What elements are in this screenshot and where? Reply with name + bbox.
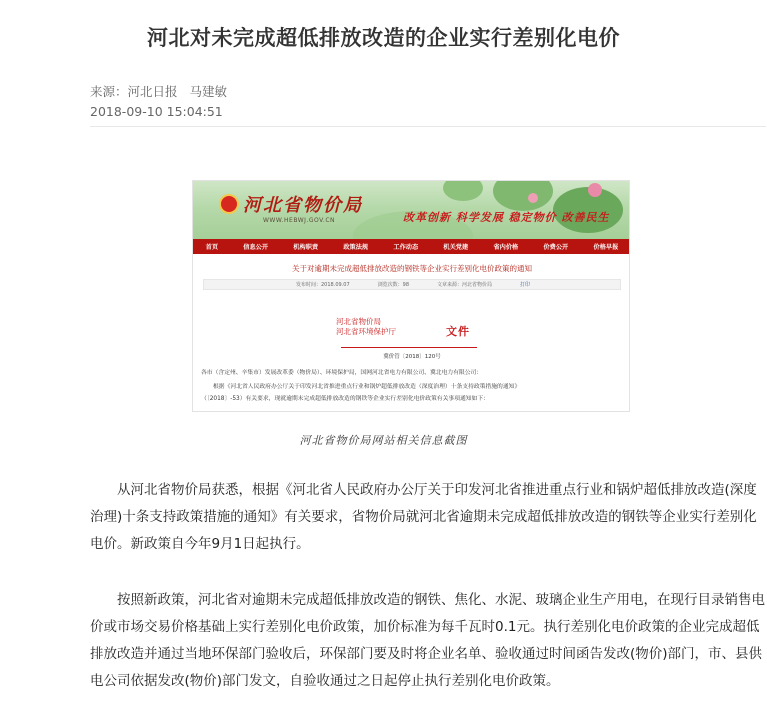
notice-body-line: 根据《河北省人民政府办公厅关于印发河北省推进重点行业和锅炉超低排放改造（深度治理）十条支持政策措施的通知》 xyxy=(213,384,521,390)
nav-item: 省内价格 xyxy=(493,244,519,251)
site-url: WWW.HEBWJ.GOV.CN xyxy=(263,217,336,224)
article-paragraph: 按照新政策，河北省对逾期未完成超低排放改造的钢铁、焦化、水泥、玻璃企业生产用电，在现行目录销售电价或市场交易价格基础上实行差别化电价政策，加价标准为每千瓦时0.1元。执行差别化电价政策的企业完成超低排放改造并通过当地环保部门验收后，环保部门要及时将企业名单、验收通过时间函告发改(物价)部门，市、县供电公司依据发改(物价)部门发文，自验收通过之日起停止执行差别化电价政策。 xyxy=(90,592,765,689)
article-paragraph: 从河北省物价局获悉，根据《河北省人民政府办公厅关于印发河北省推进重点行业和锅炉超低排放改造(深度治理)十条支持政策措施的通知》有关要求，省物价局就河北省逾期未完成超低排放改造的钢铁等企业实行差别化电价。新政策自今年9月1日起执行。 xyxy=(90,482,757,552)
nav-item: 价格早报 xyxy=(593,244,619,251)
lotus-leaf-icon xyxy=(443,181,483,201)
nav-item: 首页 xyxy=(205,244,219,251)
notice-origin: 文章来源：河北省物价局 xyxy=(437,282,493,288)
publish-time: 发布时间：2018.09.07 xyxy=(296,282,350,288)
lotus-flower-icon xyxy=(588,183,602,197)
nav-item: 机关党建 xyxy=(443,244,469,251)
article-source-line xyxy=(90,82,227,100)
issuer-price-bureau: 河北省物价局 xyxy=(336,317,381,326)
nav-item: 价费公开 xyxy=(543,244,569,251)
header-divider xyxy=(90,126,766,127)
nav-item: 政策法规 xyxy=(343,244,369,251)
site-nav xyxy=(193,239,630,254)
website-screenshot-figure xyxy=(192,180,630,412)
article-date: 2018-09-10 15:04:51 xyxy=(90,104,223,119)
site-banner xyxy=(193,181,630,239)
article-author: 马建敏 xyxy=(189,84,228,99)
nav-item: 机构职责 xyxy=(293,244,319,251)
lotus-leaf-icon xyxy=(493,181,553,211)
notice-body-line: （〔2018〕-53）有关要求，现就逾期未完成超低排放改造的钢铁等企业实行差别化电价政策有关事项通知如下： xyxy=(201,396,489,402)
issuer-env-dept: 河北省环境保护厅 xyxy=(336,327,396,336)
notice-recipients: 各市（含定州、辛集市）发展改革委（物价局）、环境保护局，国网河北省电力有限公司、冀北电力有限公司： xyxy=(201,370,483,376)
article-source: 来源：河北日报 xyxy=(90,84,178,99)
notice-title: 关于对逾期未完成超低排放改造的钢铁等企业实行差别化电价政策的通知 xyxy=(292,264,532,273)
site-name: 河北省物价局 xyxy=(243,195,363,216)
nav-item: 工作动态 xyxy=(393,244,419,251)
lotus-flower-icon xyxy=(528,193,538,203)
document-label: 文件 xyxy=(446,325,470,338)
emblem-icon xyxy=(219,194,239,214)
article-title: 河北对未完成超低排放改造的企业实行差别化电价 xyxy=(147,26,620,50)
red-divider xyxy=(341,347,477,348)
issuer-block xyxy=(336,317,396,337)
figure-caption: 河北省物价局网站相关信息截图 xyxy=(299,434,468,447)
nav-item: 信息公开 xyxy=(243,244,269,251)
site-slogan: 改革创新 科学发展 稳定物价 改善民生 xyxy=(403,211,610,224)
print-link: 打印 xyxy=(520,282,531,288)
document-number: 冀价管〔2018〕120号 xyxy=(383,354,441,360)
notice-info-bar xyxy=(203,279,621,290)
view-count: 浏览次数：98 xyxy=(377,282,410,288)
